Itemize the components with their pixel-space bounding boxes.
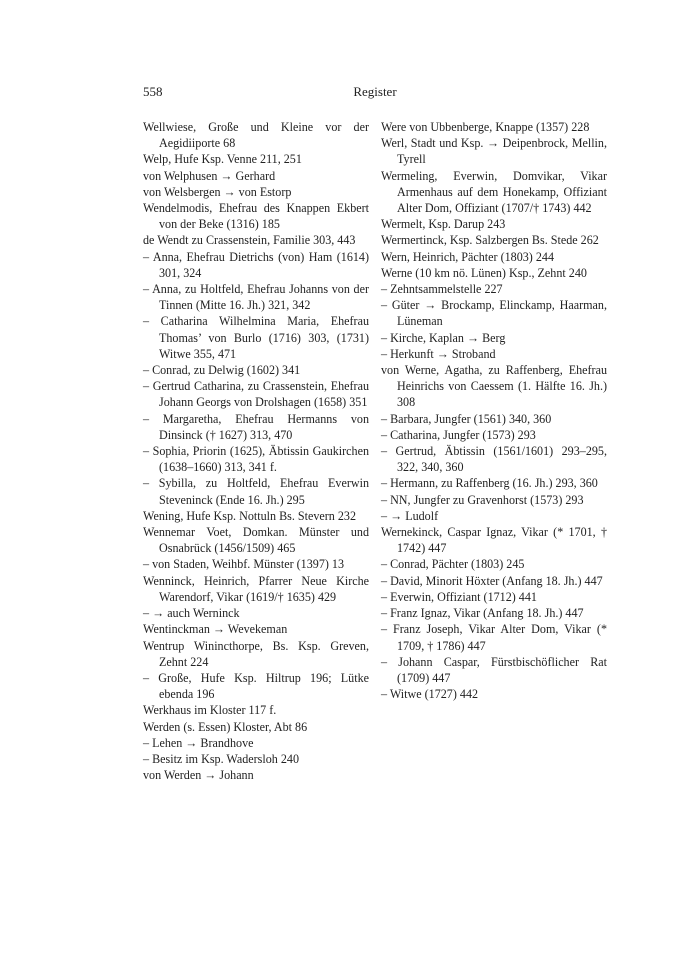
- index-entry: – Catharina Wilhelmina Maria, Ehefrau Thomas’ von Burlo (1716) 303, (1731) Witwe 355, 471: [143, 314, 369, 361]
- index-column-left: [143, 119, 369, 783]
- index-entry: – Anna, zu Holtfeld, Ehefrau Johanns von der Tinnen (Mitte 16. Jh.) 321, 342: [143, 282, 369, 313]
- index-entry: Wernekinck, Caspar Ignaz, Vikar (* 1701, † 1742) 447: [381, 525, 607, 556]
- index-entry: – Margaretha, Ehefrau Hermanns von Dinsinck († 1627) 313, 470: [143, 411, 369, 442]
- index-entry: – Sophia, Priorin (1625), Äbtissin Gaukirchen (1638–1660) 313, 341 f.: [143, 444, 369, 475]
- index-entry: Wening, Hufe Ksp. Nottuln Bs. Stevern 232: [143, 508, 356, 523]
- index-entry: – Kirche, Kaplan → Berg: [381, 330, 506, 345]
- index-entry: Werne (10 km nö. Lünen) Ksp., Zehnt 240: [381, 265, 587, 280]
- index-entry: – Franz Joseph, Vikar Alter Dom, Vikar (* 1709, † 1786) 447: [381, 622, 607, 653]
- index-entry: Wermeling, Everwin, Domvikar, Vikar Armenhaus auf dem Honekamp, Offiziant Alter Dom, Offiziant (1707/† 1743) 442: [381, 168, 607, 216]
- index-entry: Wermertinck, Ksp. Salzbergen Bs. Stede 262: [381, 233, 599, 248]
- index-entry: – Franz Ignaz, Vikar (Anfang 18. Jh.) 447: [381, 606, 584, 621]
- index-entry: de Wendt zu Crassenstein, Familie 303, 443: [143, 233, 356, 248]
- index-entry: von Werne, Agatha, zu Raffenberg, Ehefrau Heinrichs von Caessem (1. Hälfte 16. Jh.) 308: [381, 363, 607, 410]
- index-entry: Welp, Hufe Ksp. Venne 211, 251: [143, 152, 302, 167]
- index-entry: Werl, Stadt und Ksp. → Deipenbrock, Mellin, Tyrell: [381, 136, 607, 167]
- index-entry: Wentrup Winincthorpe, Bs. Ksp. Greven, Zehnt 224: [143, 638, 369, 669]
- index-entry: – Hermann, zu Raffenberg (16. Jh.) 293, 360: [381, 476, 598, 491]
- index-entry: – → auch Werninck: [143, 606, 240, 621]
- index-entry: Werkhaus im Kloster 117 f.: [143, 703, 277, 718]
- index-entry: – Catharina, Jungfer (1573) 293: [381, 427, 536, 442]
- index-entry: Wentinckman → Wevekeman: [143, 622, 288, 637]
- index-entry: – Johann Caspar, Fürstbischöflicher Rat (1709) 447: [381, 654, 607, 685]
- index-entry: – Große, Hufe Ksp. Hiltrup 196; Lütke ebenda 196: [143, 670, 369, 702]
- index-entry: – Herkunft → Stroband: [381, 346, 496, 361]
- index-entry: Wenninck, Heinrich, Pfarrer Neue Kirche Warendorf, Vikar (1619/† 1635) 429: [143, 573, 369, 604]
- index-entry: – Zehntsammelstelle 227: [381, 282, 503, 297]
- index-entry: Wellwiese, Große und Kleine vor der Aegidiiporte 68: [143, 120, 369, 151]
- index-entry: – → Ludolf: [381, 508, 439, 523]
- index-entry: Werden (s. Essen) Kloster, Abt 86: [143, 719, 308, 734]
- index-entry: – Güter → Brockamp, Elinckamp, Haarman, Lüneman: [381, 298, 607, 329]
- running-head: Register: [353, 84, 397, 99]
- index-column-right: [381, 119, 607, 702]
- index-entry: Wern, Heinrich, Pächter (1803) 244: [381, 249, 554, 264]
- index-entry: – von Staden, Weihbf. Münster (1397) 13: [143, 557, 345, 572]
- index-entry: von Werden → Johann: [143, 768, 254, 783]
- index-entry: – Gertrud, Äbtissin (1561/1601) 293–295, 322, 340, 360: [381, 444, 607, 475]
- index-entry: – Witwe (1727) 442: [381, 687, 479, 702]
- index-entry: – Conrad, zu Delwig (1602) 341: [143, 363, 301, 378]
- index-entry: – David, Minorit Höxter (Anfang 18. Jh.) 447: [381, 573, 603, 588]
- index-entry: – Barbara, Jungfer (1561) 340, 360: [381, 411, 552, 426]
- index-entry: von Welphusen → Gerhard: [143, 168, 276, 183]
- index-entry: – Besitz im Ksp. Wadersloh 240: [143, 751, 300, 766]
- index-entry: von Welsbergen → von Estorp: [143, 184, 292, 199]
- index-entry: – NN, Jungfer zu Gravenhorst (1573) 293: [381, 492, 584, 507]
- index-entry: Were von Ubbenberge, Knappe (1357) 228: [381, 120, 590, 134]
- index-entry: – Sybilla, zu Holtfeld, Ehefrau Everwin Steveninck (Ende 16. Jh.) 295: [143, 476, 369, 507]
- index-entry: – Conrad, Pächter (1803) 245: [381, 557, 525, 572]
- index-entry: Wermelt, Ksp. Darup 243: [381, 217, 506, 232]
- index-entry: – Everwin, Offiziant (1712) 441: [381, 589, 537, 604]
- index-entry: – Anna, Ehefrau Dietrichs (von) Ham (1614) 301, 324: [143, 249, 369, 280]
- page-number: 558: [143, 84, 163, 99]
- index-entry: Wendelmodis, Ehefrau des Knappen Ekbert von der Beke (1316) 185: [143, 201, 369, 232]
- index-entry: Wennemar Voet, Domkan. Münster und Osnabrück (1456/1509) 465: [143, 525, 369, 556]
- index-entry: – Lehen → Brandhove: [143, 735, 254, 750]
- index-entry: – Gertrud Catharina, zu Crassenstein, Ehefrau Johann Georgs von Drolshagen (1658) 351: [143, 379, 369, 410]
